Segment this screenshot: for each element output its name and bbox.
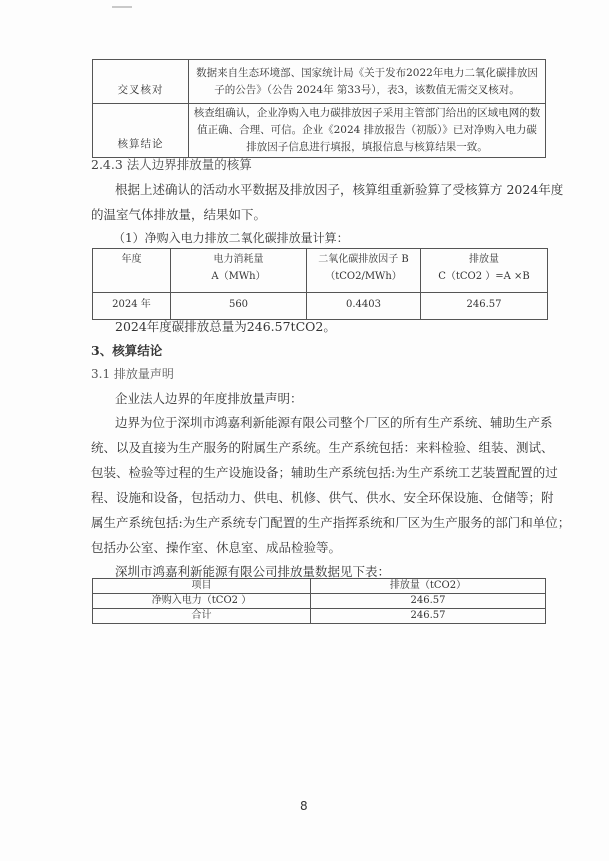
- cell-emission: 246.57: [421, 293, 548, 320]
- paragraph-line: 程、设施和设备，包括动力、供电、机修、供气、供水、安全环保设施、仓储等；附: [91, 490, 554, 505]
- header-unit: （tCO2/MWh）: [325, 271, 402, 282]
- paragraph-line: 属生产系统包括:为生产系统专门配置的生产指挥系统和厂区为生产服务的部门和单位；: [91, 515, 571, 530]
- section-heading-3: 3、核算结论: [91, 343, 163, 358]
- cell-value: 246.57: [311, 609, 546, 624]
- table-row: [93, 594, 546, 609]
- cell-consumption: 560: [171, 293, 307, 320]
- table-header-row: [93, 579, 546, 594]
- column-header: [307, 249, 421, 293]
- paragraph-line: 根据上述确认的活动水平数据及排放因子，核算组重新验算了受核算方 2024年度: [115, 182, 564, 197]
- table-header-row: [93, 249, 548, 293]
- intro-text: 企业法人边界的年度排放量声明：: [115, 391, 303, 406]
- column-header: [421, 249, 548, 293]
- table-intro: 深圳市鸿嘉利新能源有限公司排放量数据见下表：: [115, 564, 391, 579]
- cell-item: 合计: [93, 609, 311, 624]
- table-row: [93, 104, 546, 158]
- header-text: 年度: [121, 254, 142, 265]
- row-content: 核查组确认，企业净购入电力碳排放因子采用主管部门给出的区域电网的数值正确、合理、可信。企业《2024 排放报告（初版）》已对净购入电力碳排放因子信息进行填报，填报信息与核算结果一致。: [189, 104, 546, 158]
- cell-value: 246.57: [311, 594, 546, 609]
- scan-artifact: [112, 6, 132, 8]
- page-number: 8: [300, 799, 308, 813]
- cell-year: 2024 年: [93, 293, 171, 320]
- header-text: 二氧化碳排放因子 B: [318, 254, 409, 265]
- calculation-table: [92, 248, 548, 320]
- table-row: [93, 609, 546, 624]
- row-label: 核算结论: [93, 104, 189, 158]
- total-statement: 2024年度碳排放总量为246.57tCO2。: [115, 319, 336, 334]
- paragraph-line: 包括办公室、操作室、休息室、成品检验等。: [91, 540, 342, 555]
- verification-table: [92, 59, 546, 158]
- column-header: 项目: [93, 579, 311, 594]
- paragraph-line: 的温室气体排放量，结果如下。: [91, 207, 267, 222]
- section-heading-3-1: 3.1 排放量声明: [91, 367, 174, 381]
- paragraph-line: 统、以及直接为生产服务的附属生产系统。生产系统包括：来料检验、组装、测试、: [91, 440, 554, 455]
- row-label: 交叉核对: [93, 60, 189, 104]
- paragraph-line: 包装、检验等过程的生产设施设备；辅助生产系统包括:为生产系统工艺装置配置的过: [91, 465, 558, 480]
- cell-item: 净购入电力（tCO2 ）: [93, 594, 311, 609]
- column-header: [171, 249, 307, 293]
- cell-factor: 0.4403: [307, 293, 421, 320]
- sub-heading: （1）净购入电力排放二氧化碳排放量计算：: [113, 231, 349, 245]
- header-text: 排放量: [469, 254, 499, 265]
- header-unit: A（MWh）: [211, 271, 266, 282]
- header-text: 电力消耗量: [213, 254, 264, 265]
- header-unit: C（tCO2 ）=A ×B: [438, 271, 530, 282]
- column-header: [93, 249, 171, 293]
- table-row: [93, 60, 546, 104]
- row-content: 数据来自生态环境部、国家统计局《关于发布2022年电力二氧化碳排放因子的公告》（公告 2024年 第33号），表3，该数值无需交叉核对。: [189, 60, 546, 104]
- paragraph-line: 边界为位于深圳市鸿嘉利新能源有限公司整个厂区的所有生产系统、辅助生产系: [115, 415, 553, 430]
- section-heading-2-4-3: 2.4.3 法人边界排放量的核算: [91, 157, 252, 172]
- column-header: 排放量（tCO2）: [311, 579, 546, 594]
- table-row: [93, 293, 548, 320]
- summary-table: [92, 578, 546, 624]
